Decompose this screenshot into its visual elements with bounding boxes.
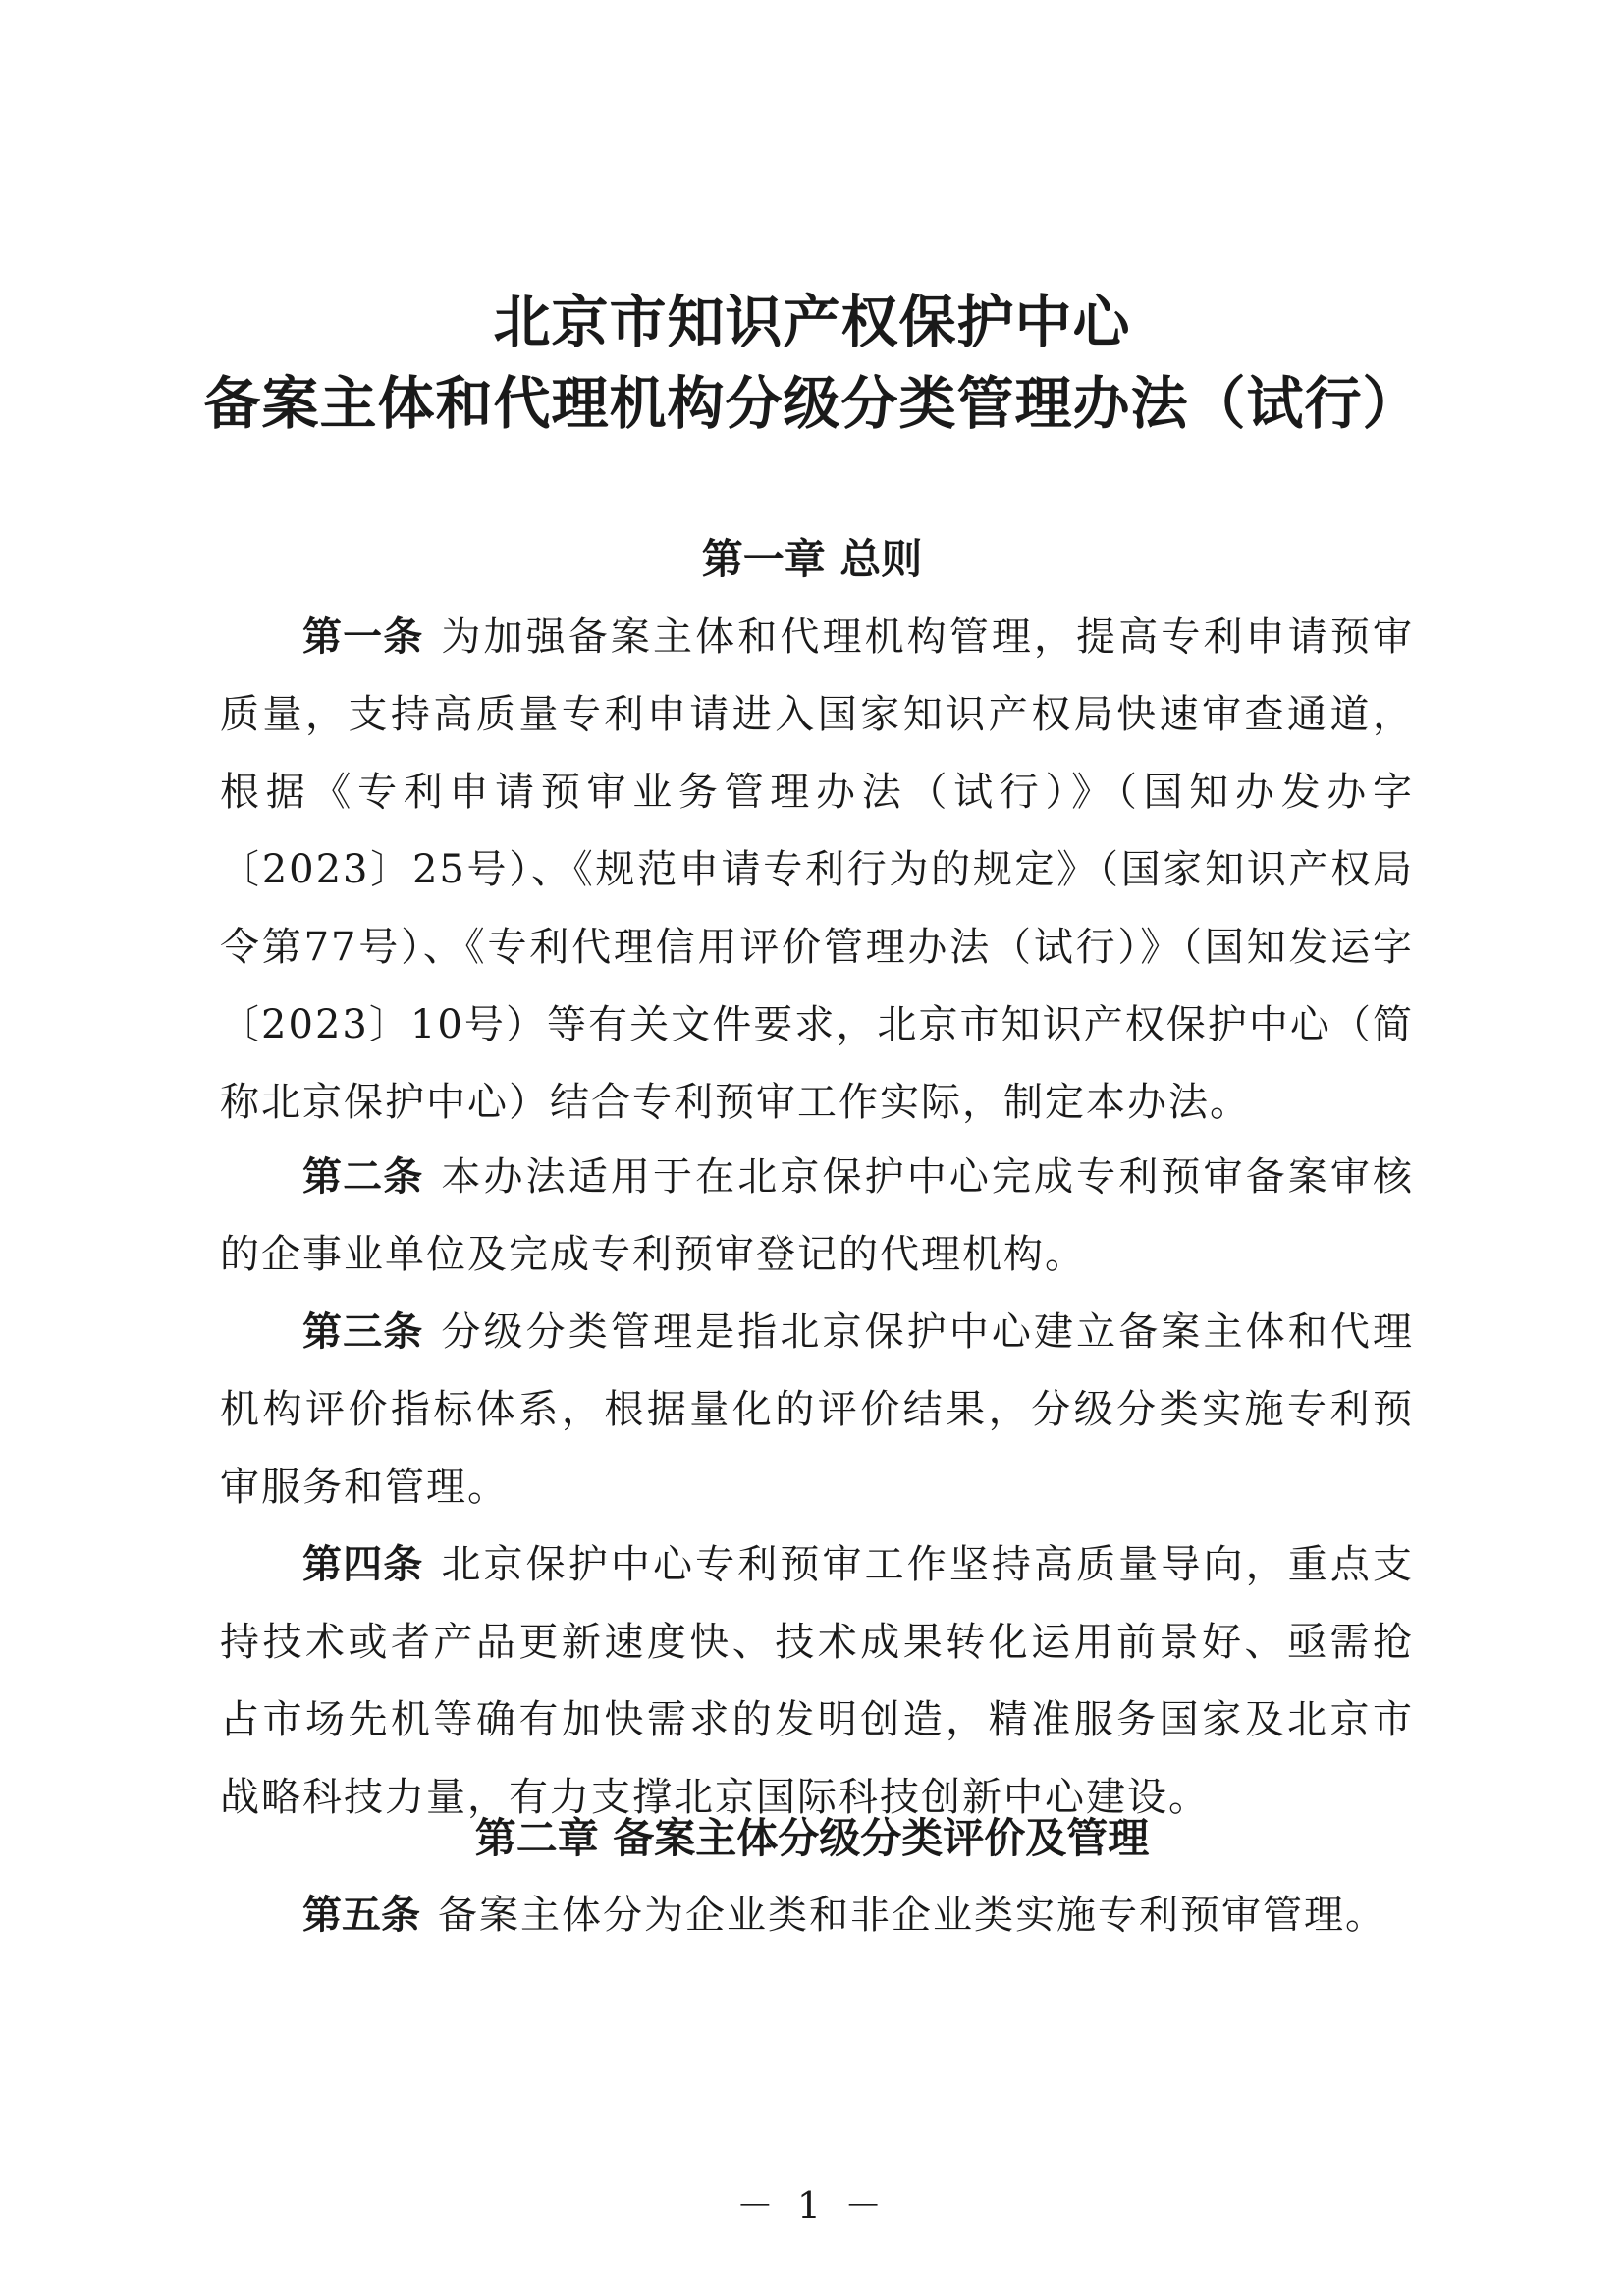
document-title-line-2: 备案主体和代理机构分级分类管理办法（试行） [203,370,1421,437]
article-text: 北京保护中心专利预审工作坚持高质量导向，重点支持技术或者产品更新速度快、技术成果转化运用前景好、亟需抢占市场先机等确有加快需求的发明创造，精准服务国家及北京市战略科技力量，有力支撑北京国际科技创新中心建设。 [220,1542,1415,1820]
article-label: 第五条 [302,1893,420,1938]
chapter-heading-1: 第一章 总则 [701,535,923,583]
chapter-heading-2: 第二章 备案主体分级分类评价及管理 [474,1814,1150,1862]
article-label: 第四条 [302,1542,424,1587]
article-text: 为加强备案主体和代理机构管理，提高专利申请预审质量，支持高质量专利申请进入国家知识产权局快速审查通道，根据《专利申请预审业务管理办法（试行）》（国知办发办字〔2023〕25号）、《规范申请专利行为的规定》（国家知识产权局令第77号）、《专利代理信用评价管理办法（试行）》（国知发运字〔2023〕10号）等有关文件要求，北京市知识产权保护中心（简称北京保护中心）结合专利预审工作实际，制定本办法。 [220,614,1415,1125]
article-text: 分级分类管理是指北京保护中心建立备案主体和代理机构评价指标体系，根据量化的评价结果，分级分类实施专利预审服务和管理。 [220,1309,1415,1510]
article-label: 第三条 [302,1309,424,1355]
article-text: 本办法适用于在北京保护中心完成专利预审备案审核的企事业单位及完成专利预审登记的代理机构。 [220,1154,1415,1277]
article-3 [220,1294,1414,1526]
article-label: 第二条 [302,1154,424,1200]
document-title-line-1: 北京市知识产权保护中心 [493,289,1131,355]
article-label: 第一条 [302,614,424,660]
article-2 [220,1139,1414,1294]
page-number: － 1 － [735,2184,889,2227]
article-text: 备案主体分为企业类和非企业类实施专利预审管理。 [438,1893,1386,1938]
article-4 [220,1526,1414,1837]
article-5 [220,1877,1414,1954]
article-1 [220,599,1414,1142]
